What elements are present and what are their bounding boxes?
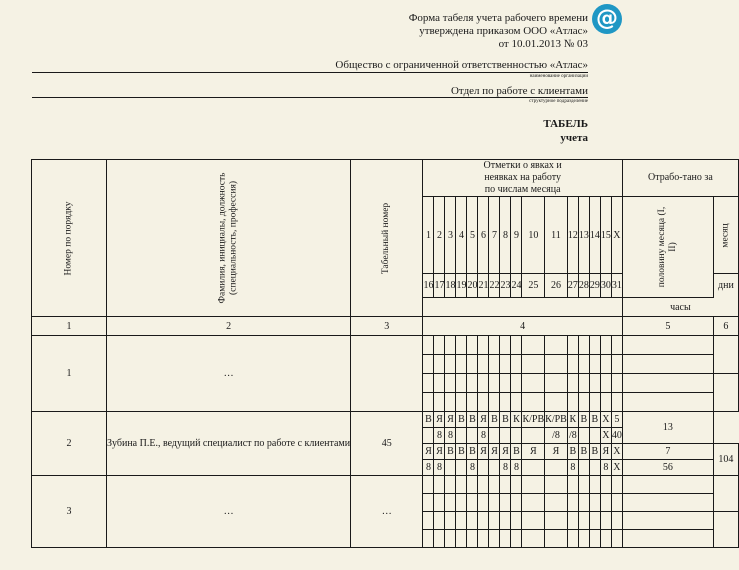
employee-name: Зубина П.Е., ведущий специалист по работе с клиентами: [107, 412, 351, 476]
hours-cell: 8: [567, 460, 578, 476]
mark-cell: В: [500, 412, 511, 428]
mark-cell: В: [578, 444, 589, 460]
mark-cell: К/РВ: [522, 412, 545, 428]
document-subtitle: учета: [560, 132, 588, 144]
col-number: 1: [32, 317, 107, 336]
month-hours: 104: [713, 444, 738, 476]
hours-cell: [500, 428, 511, 444]
header-order-number: Номер по порядку: [32, 160, 107, 317]
day-cell: 3: [445, 197, 456, 274]
hours-cell: [489, 428, 500, 444]
employee-name: …: [107, 336, 351, 412]
hours-cell: [522, 428, 545, 444]
form-note-line3: от 10.01.2013 № 03: [498, 38, 588, 50]
organization-name: Общество с ограниченной ответственностью «Атлас»: [335, 59, 588, 71]
mark-cell: Я: [445, 412, 456, 428]
day-cell: 11: [545, 197, 568, 274]
hours-cell: [478, 460, 489, 476]
day-cell: X: [611, 197, 622, 274]
hours-cell: /8: [567, 428, 578, 444]
day-cell: 29: [589, 274, 600, 298]
hours-cell: 8: [500, 460, 511, 476]
half-days: 5: [611, 412, 622, 428]
logo-icon: @: [592, 4, 622, 34]
header-worked: Отрабо-тано за: [622, 160, 738, 197]
day-cell: 24: [511, 274, 522, 298]
hours-cell: 8: [434, 428, 445, 444]
row-number: 2: [32, 412, 107, 476]
department-line: [32, 97, 588, 98]
mark-cell: X: [611, 444, 622, 460]
header-tab-number: Табельный номер: [351, 160, 423, 317]
hours-cell: [489, 460, 500, 476]
hours-cell: [456, 428, 467, 444]
employee-name: …: [107, 476, 351, 548]
mark-cell: К/РВ: [545, 412, 568, 428]
form-note-line2: утверждена приказом ООО «Атлас»: [419, 25, 588, 37]
month-days: 13: [622, 412, 713, 444]
day-cell: 28: [578, 274, 589, 298]
day-cell: 16: [423, 274, 434, 298]
organization-caption: наименование организации: [529, 74, 588, 79]
hours-cell: [578, 428, 589, 444]
header-month: месяц: [713, 197, 738, 274]
hours-cell: [445, 460, 456, 476]
header-half-month: половину месяца (I, II): [622, 197, 713, 298]
day-cell: 26: [545, 274, 568, 298]
mark-cell: Я: [489, 444, 500, 460]
day-cell: 10: [522, 197, 545, 274]
mark-cell: В: [456, 412, 467, 428]
hours-cell: [578, 460, 589, 476]
day-cell: 25: [522, 274, 545, 298]
day-cell: 19: [456, 274, 467, 298]
col-number: 4: [423, 317, 622, 336]
day-cell: 6: [478, 197, 489, 274]
mark-cell: К: [567, 412, 578, 428]
half-days: 7: [622, 444, 713, 460]
day-cell: 7: [489, 197, 500, 274]
header-name-position: Фамилия, инициалы, должность (специальность, профессия): [107, 160, 351, 317]
day-cell: 14: [589, 197, 600, 274]
header-marks: Отметки о явках и неявках на работу по числам месяца: [423, 160, 622, 197]
day-cell: 17: [434, 274, 445, 298]
tab-number: 45: [351, 412, 423, 476]
mark-cell: В: [423, 412, 434, 428]
hours-cell: 8: [511, 460, 522, 476]
mark-cell: Я: [434, 444, 445, 460]
day-cell: 20: [467, 274, 478, 298]
mark-cell: В: [456, 444, 467, 460]
day-cell: 4: [456, 197, 467, 274]
day-cell: 8: [500, 197, 511, 274]
hours-cell: [545, 460, 568, 476]
hours-cell: /8: [545, 428, 568, 444]
mark-cell: В: [578, 412, 589, 428]
hours-cell: 8: [423, 460, 434, 476]
mark-cell: Я: [434, 412, 445, 428]
day-cell: 27: [567, 274, 578, 298]
mark-cell: Я: [478, 444, 489, 460]
hours-cell: X: [600, 428, 611, 444]
day-cell: 5: [467, 197, 478, 274]
mark-cell: Я: [478, 412, 489, 428]
mark-cell: В: [467, 444, 478, 460]
mark-cell: К: [511, 412, 522, 428]
mark-cell: В: [467, 412, 478, 428]
col-number: 6: [713, 317, 738, 336]
tab-number: [351, 336, 423, 412]
col-number: 3: [351, 317, 423, 336]
form-note-line1: Форма табеля учета рабочего времени: [408, 12, 588, 24]
day-cell: 30: [600, 274, 611, 298]
department-caption: структурное подразделение: [529, 99, 588, 104]
day-cell: 31: [611, 274, 622, 298]
mark-cell: Я: [423, 444, 434, 460]
document-title: ТАБЕЛЬ: [543, 118, 588, 130]
hours-cell: 8: [434, 460, 445, 476]
tab-number: …: [351, 476, 423, 548]
header-hours: часы: [622, 298, 738, 317]
day-cell: 1: [423, 197, 434, 274]
day-cell: 13: [578, 197, 589, 274]
mark-cell: В: [489, 412, 500, 428]
day-cell: 12: [567, 197, 578, 274]
hours-cell: [511, 428, 522, 444]
department-name: Отдел по работе с клиентами: [450, 85, 588, 97]
hours-cell: [467, 428, 478, 444]
mark-cell: В: [589, 444, 600, 460]
col-number: 2: [107, 317, 351, 336]
day-cell: 9: [511, 197, 522, 274]
day-cell: 22: [489, 274, 500, 298]
mark-cell: В: [567, 444, 578, 460]
mark-cell: Я: [600, 444, 611, 460]
header-blank: [423, 298, 622, 317]
hours-cell: X: [611, 460, 622, 476]
half-hours: 56: [622, 460, 713, 476]
col-number: 5: [622, 317, 713, 336]
row-number: 1: [32, 336, 107, 412]
mark-cell: В: [511, 444, 522, 460]
mark-cell: X: [600, 412, 611, 428]
hours-cell: 8: [445, 428, 456, 444]
mark-cell: Я: [522, 444, 545, 460]
hours-cell: [423, 428, 434, 444]
day-cell: 18: [445, 274, 456, 298]
mark-cell: Я: [500, 444, 511, 460]
organization-line: [32, 72, 588, 73]
header-days: дни: [713, 274, 738, 298]
half-hours: 40: [611, 428, 622, 444]
mark-cell: Я: [545, 444, 568, 460]
timesheet-table: [31, 159, 739, 548]
row-number: 3: [32, 476, 107, 548]
day-cell: 21: [478, 274, 489, 298]
hours-cell: [522, 460, 545, 476]
hours-cell: 8: [467, 460, 478, 476]
hours-cell: [589, 428, 600, 444]
hours-cell: 8: [600, 460, 611, 476]
mark-cell: В: [589, 412, 600, 428]
mark-cell: В: [445, 444, 456, 460]
hours-cell: [589, 460, 600, 476]
hours-cell: 8: [478, 428, 489, 444]
day-cell: 15: [600, 197, 611, 274]
day-cell: 23: [500, 274, 511, 298]
hours-cell: [456, 460, 467, 476]
day-cell: 2: [434, 197, 445, 274]
